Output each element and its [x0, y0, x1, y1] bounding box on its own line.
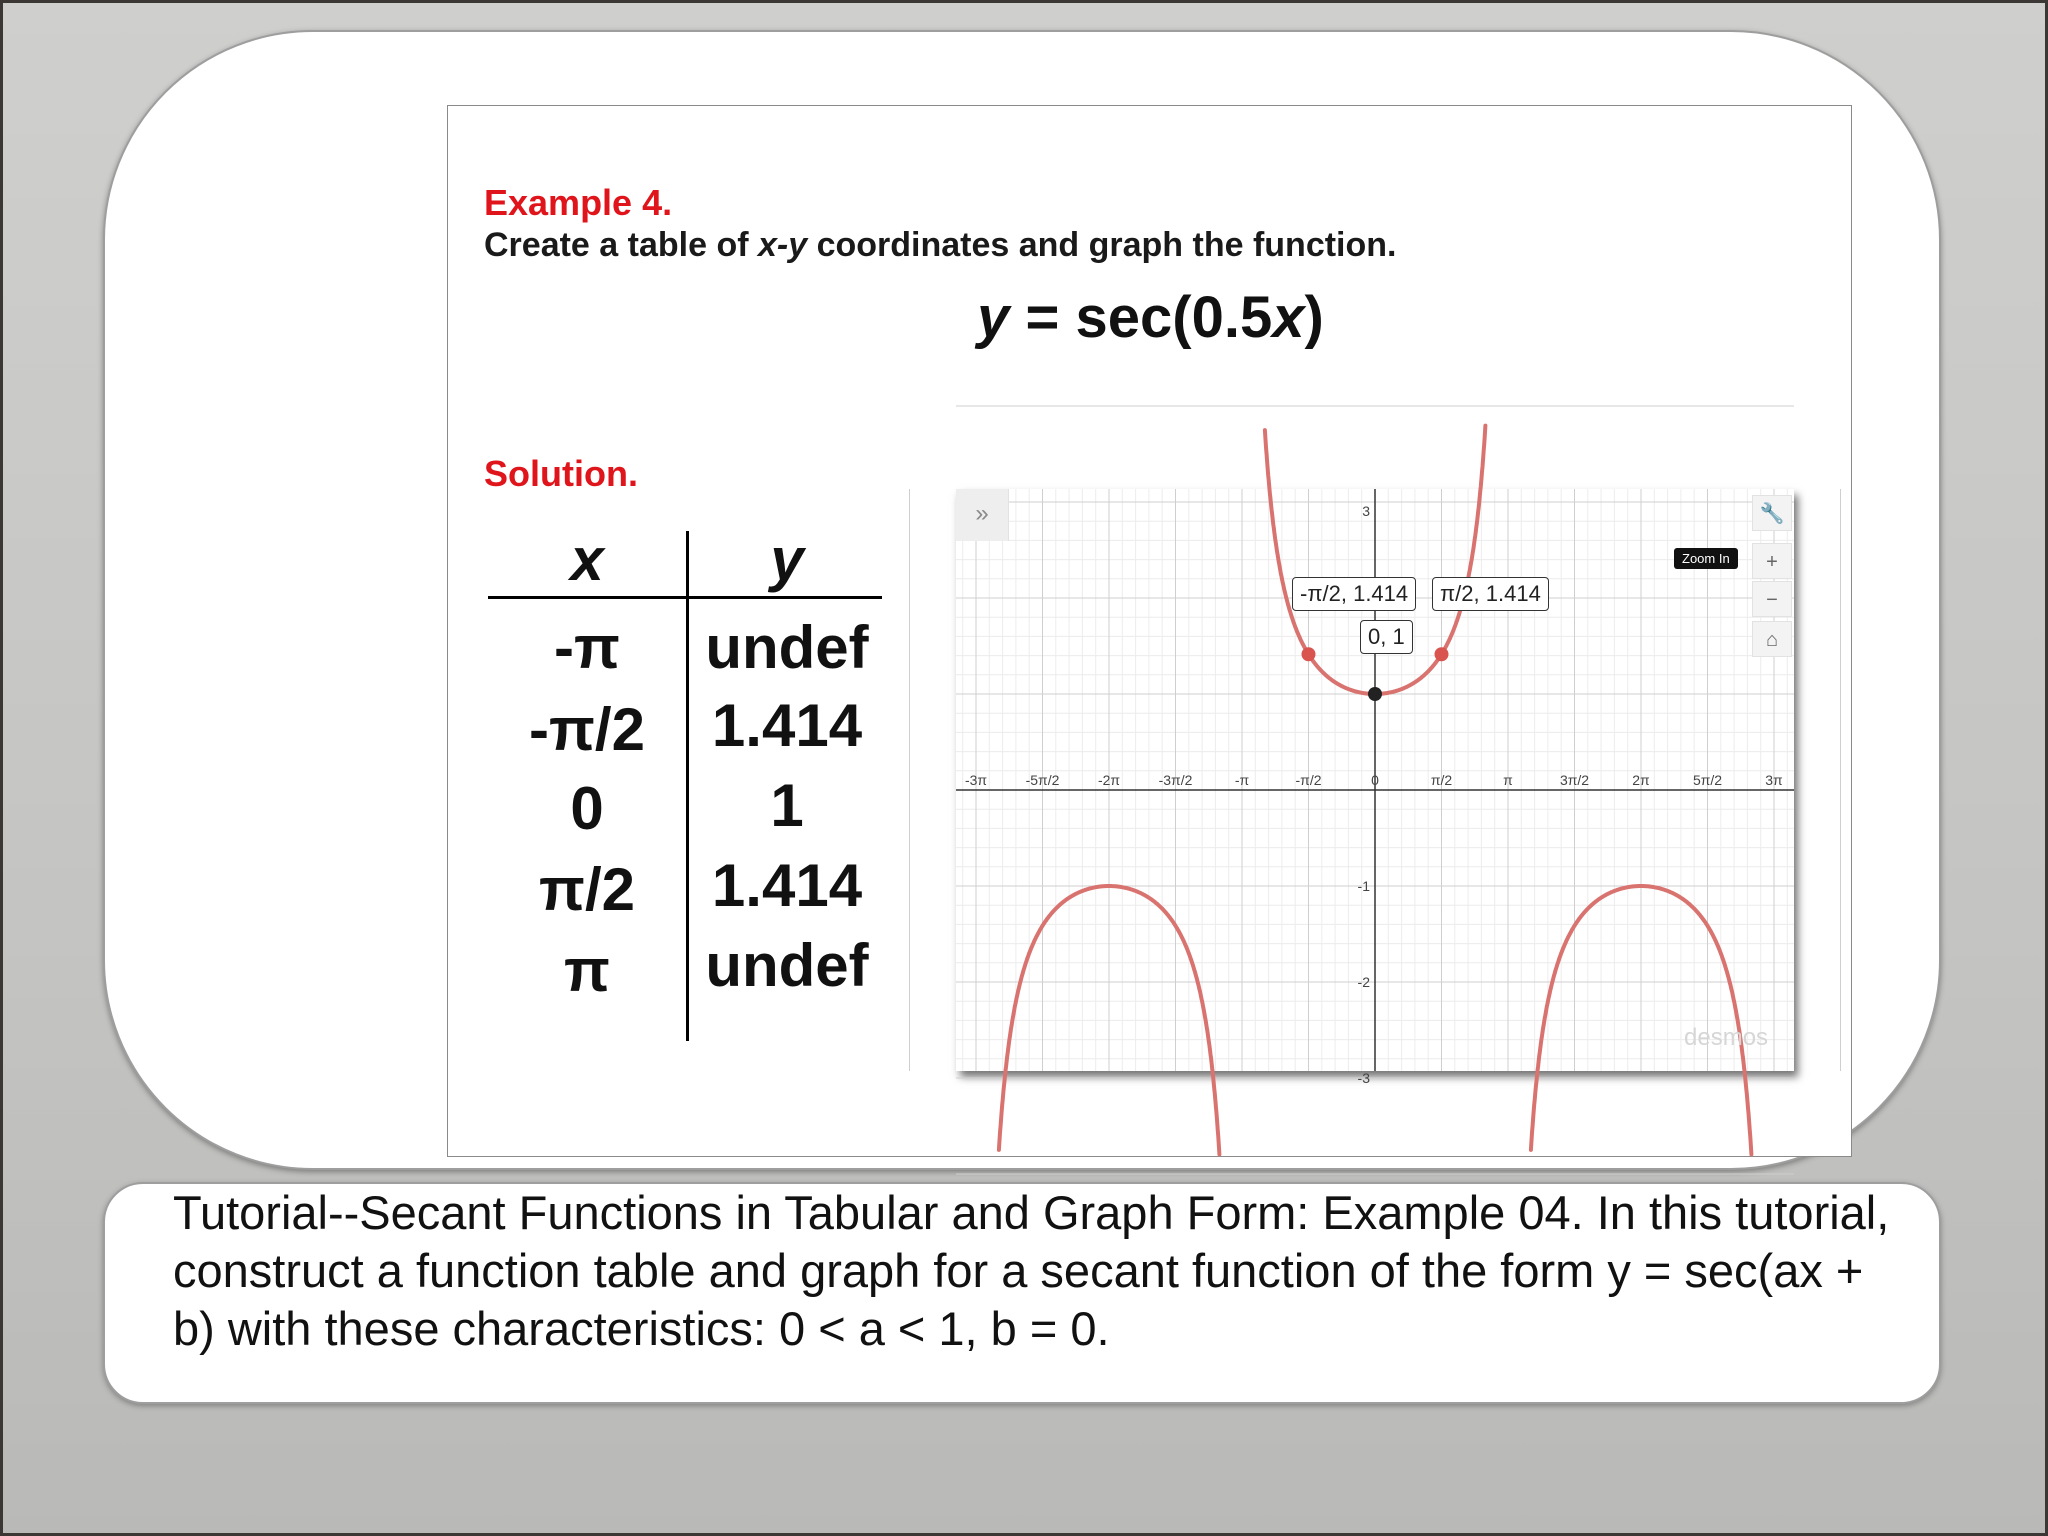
x-tick-label: 5π/2 — [1692, 772, 1723, 788]
x-tick-label: 3π/2 — [1559, 772, 1590, 788]
zoom-in-tooltip: Zoom In — [1674, 548, 1738, 569]
slide-content — [447, 105, 1852, 1157]
data-point — [1368, 687, 1382, 701]
x-tick-label: 0 — [1371, 772, 1379, 788]
table-cell-y: undef — [705, 614, 869, 681]
zoom-in-button[interactable] — [1752, 543, 1792, 579]
table-header-y: y — [770, 526, 804, 593]
x-tick-label: 3π — [1765, 772, 1783, 788]
example-title: Example 4. — [484, 182, 673, 223]
x-tick-label: -5π/2 — [1025, 772, 1060, 788]
zoom-out-button[interactable] — [1752, 581, 1792, 617]
table-divider-horizontal — [488, 596, 882, 599]
caption-text: Tutorial--Secant Functions in Tabular and Graph Form: Example 04. In this tutorial, construct a function table and graph for a secant function of the form y = sec(ax + b) with these characteristics: 0 < a < 1, b = 0. — [173, 1186, 1890, 1355]
table-cell-x: π/2 — [539, 856, 635, 923]
minus-icon: − — [1766, 589, 1778, 611]
graph-panel[interactable] — [956, 489, 1794, 1086]
wrench-icon: 🔧 — [1759, 503, 1785, 525]
x-tick-label: -3π — [964, 772, 988, 788]
x-tick-label: -2π — [1097, 772, 1121, 788]
table-cell-x: 0 — [570, 775, 604, 842]
slide-card — [103, 30, 1941, 1170]
data-point — [1301, 647, 1315, 661]
y-tick-label: -1 — [1357, 878, 1370, 894]
x-tick-label: π/2 — [1430, 772, 1453, 788]
table-cell-x: -π/2 — [529, 696, 645, 763]
table-cell-y: 1 — [770, 772, 804, 839]
solution-title: Solution. — [484, 453, 638, 494]
double-chevron-right-icon: » — [975, 500, 989, 527]
point-label: -π/2, 1.414 — [1292, 577, 1416, 611]
y-tick-label: 3 — [1362, 503, 1370, 519]
instruction-text: Create a table of x-y coordinates and graph the function. — [484, 226, 1397, 264]
table-header-x: x — [570, 526, 604, 593]
table-cell-y: undef — [705, 932, 869, 999]
table-cell-y: 1.414 — [711, 852, 863, 919]
y-tick-label: -2 — [1357, 974, 1370, 990]
equation: y = sec(0.5x) — [977, 285, 1324, 350]
x-tick-label: -3π/2 — [1158, 772, 1193, 788]
x-tick-label: -π — [1234, 772, 1250, 788]
x-tick-label: 2π — [1632, 772, 1650, 788]
caption-card — [103, 1182, 1941, 1404]
y-tick-label: -3 — [1357, 1070, 1370, 1086]
plus-icon: + — [1766, 551, 1778, 573]
table-cell-x: -π — [554, 614, 620, 681]
point-label: 0, 1 — [1360, 620, 1413, 654]
expand-panel-button[interactable] — [956, 489, 1009, 541]
home-icon: ⌂ — [1765, 629, 1779, 651]
settings-button[interactable] — [1752, 495, 1792, 531]
point-label: π/2, 1.414 — [1432, 577, 1549, 611]
table-cell-x: π — [564, 937, 610, 1004]
data-point — [1435, 647, 1449, 661]
home-button[interactable] — [1752, 621, 1792, 657]
desmos-watermark: desmos — [1684, 1024, 1769, 1051]
x-tick-label: π — [1503, 772, 1513, 788]
table-cell-y: 1.414 — [711, 692, 863, 759]
x-tick-label: -π/2 — [1295, 772, 1322, 788]
xy-table — [488, 526, 888, 1061]
